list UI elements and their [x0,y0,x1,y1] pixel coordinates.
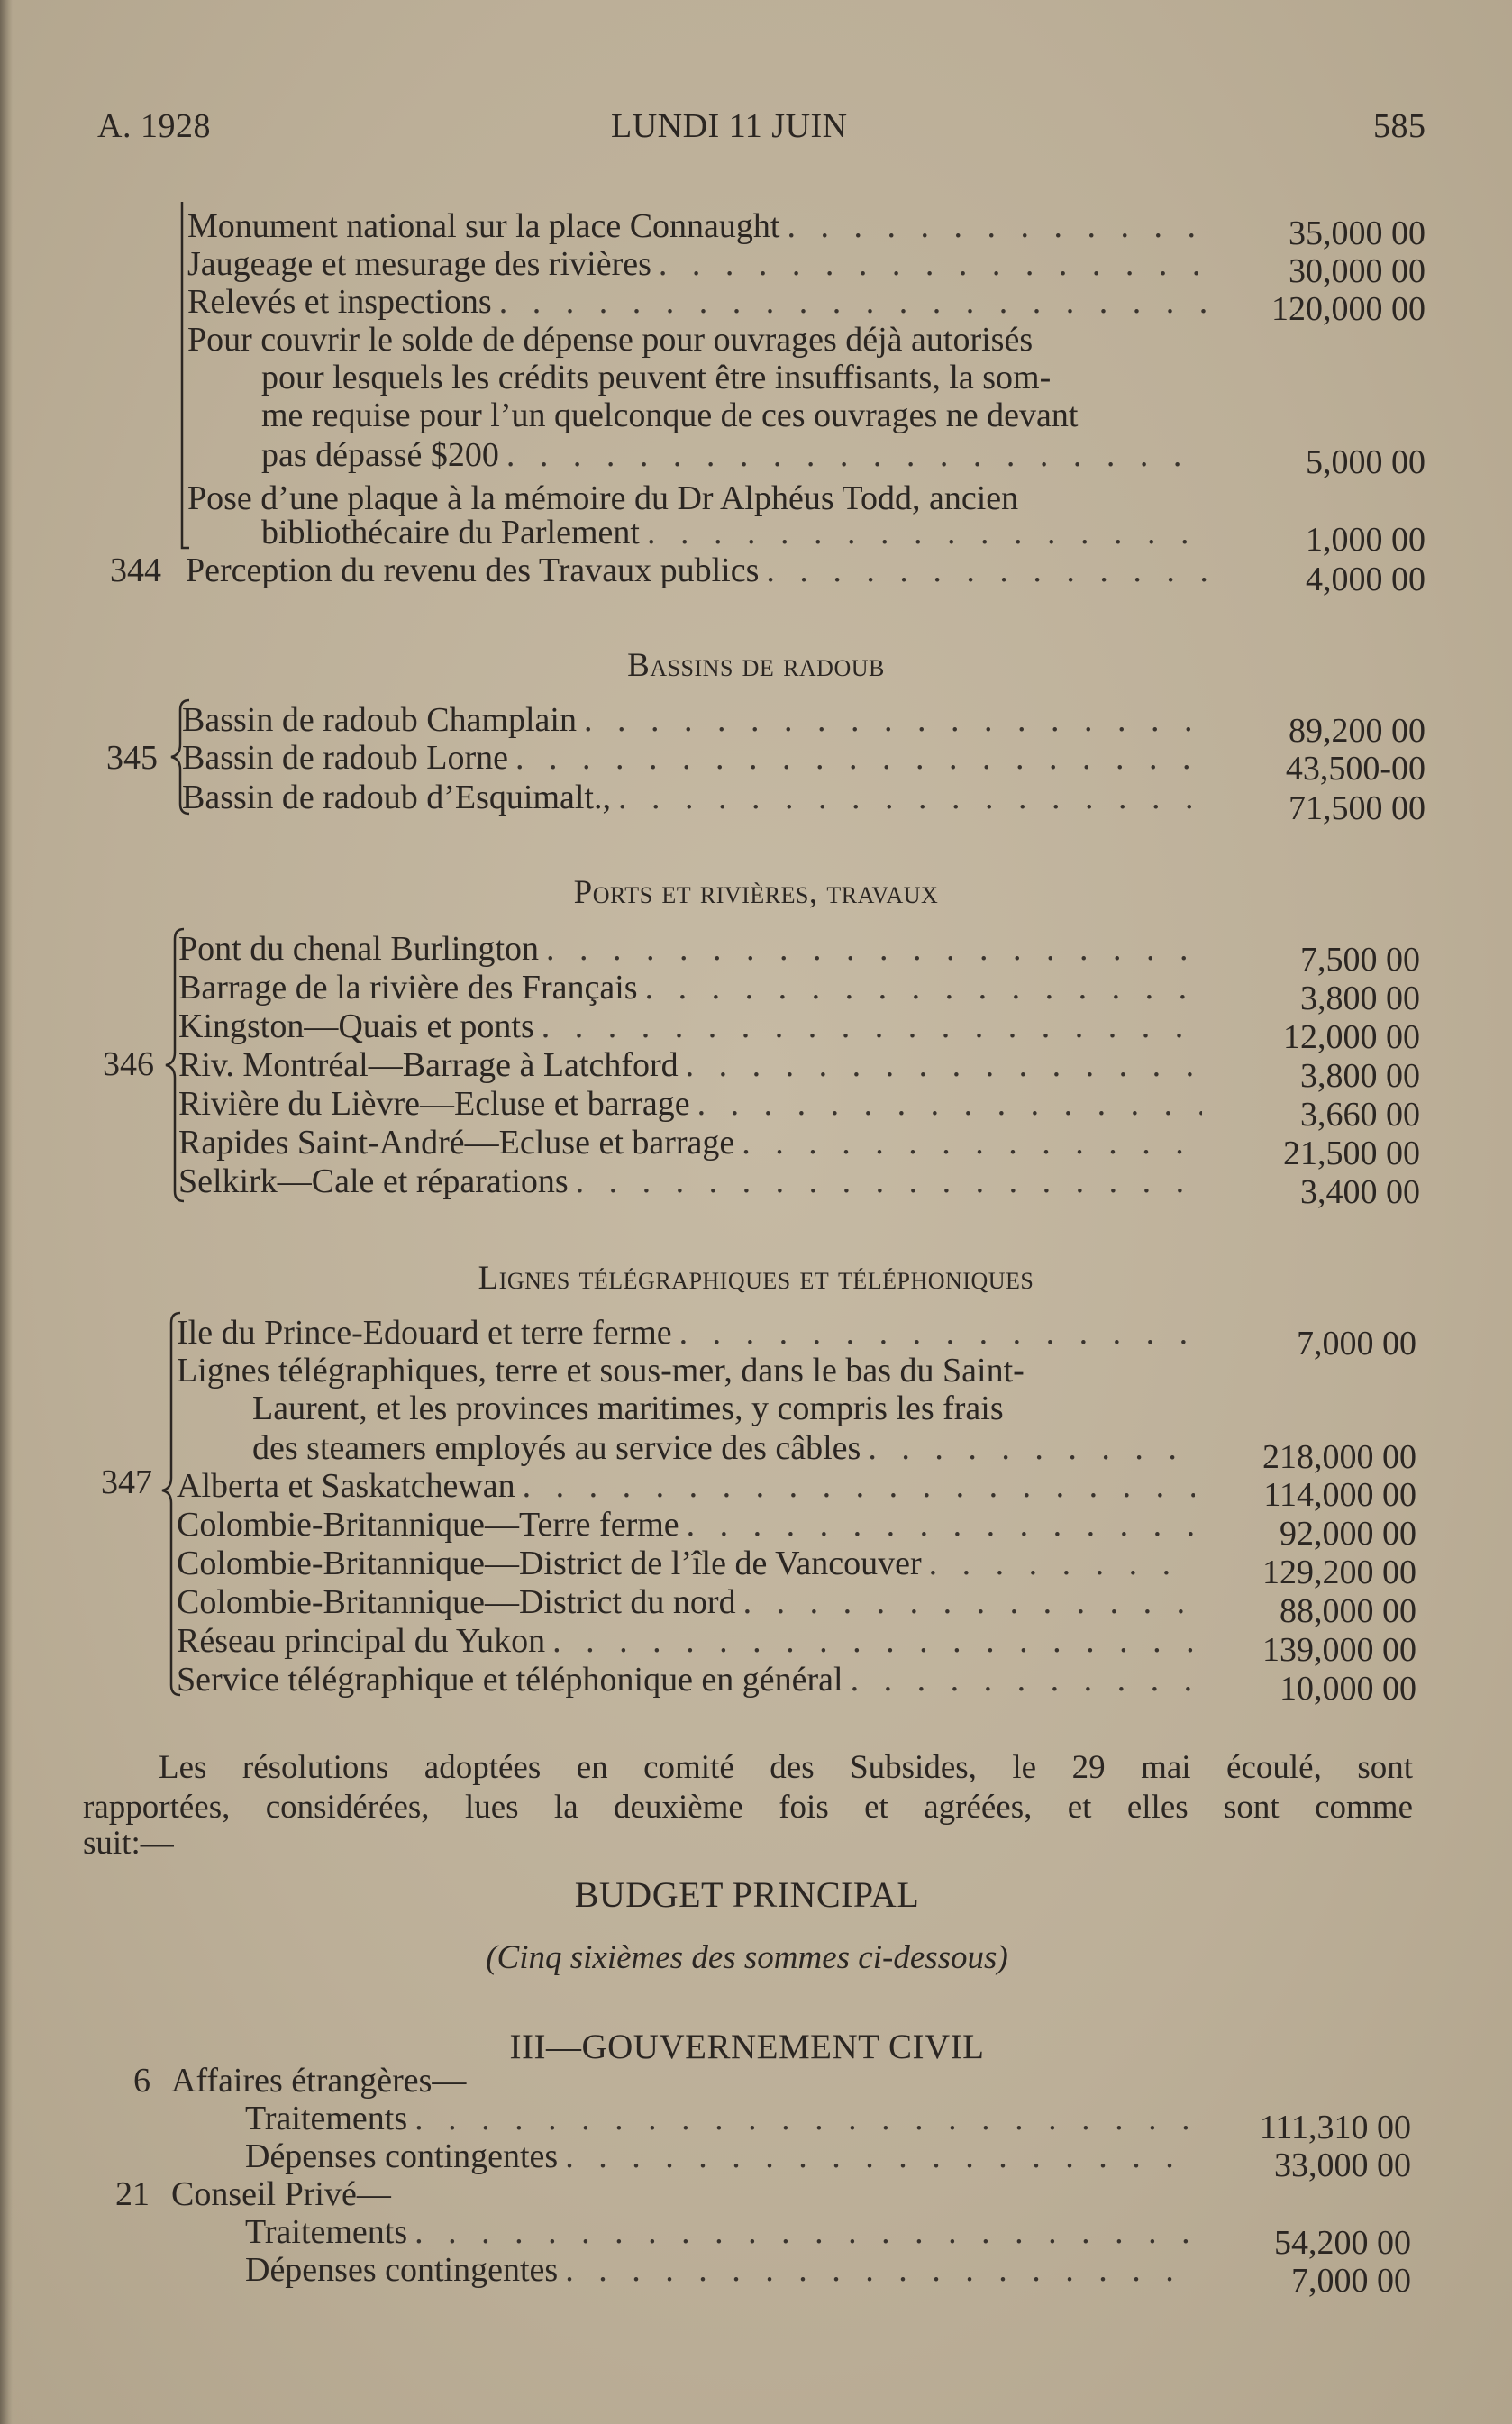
item-amount: 218,000 00 [1262,1438,1416,1476]
item-text-line: Pour couvrir le solde de dépense pour ouvrages déjà autorisés [187,321,1034,359]
item-amount: 71,500 00 [1289,789,1425,827]
line-item: Alberta et Saskatchewan . . . [177,1467,1195,1505]
section-title: Ports et rivières, travaux [573,874,939,911]
item-amount: 43,500-00 [1285,750,1425,788]
line-item: Perception du revenu des Travaux publics . . . [186,551,1207,589]
header-page-number: 585 [1373,107,1426,145]
item-amount: 139,000 00 [1262,1631,1416,1669]
item-text-line: Laurent, et les provinces maritimes, y compris les frais [252,1390,1004,1427]
item-amount: 5,000 00 [1306,443,1425,481]
item-text-line: Pose d’une plaque à la mémoire du Dr Alphéus Todd, ancien [187,479,1019,517]
line-item: Traitements . . . [245,2213,1197,2251]
budget-title: BUDGET PRINCIPAL [574,1874,920,1915]
budget-subtitle: (Cinq sixièmes des sommes ci-dessous) [486,1939,1008,1976]
vote-number: 345 [106,739,158,777]
item-amount: 54,200 00 [1274,2224,1411,2262]
vote-number: 6 [133,2062,150,2100]
item-amount: 30,000 00 [1289,252,1425,290]
item-amount: 7,500 00 [1300,941,1420,979]
paragraph-line: suit:— [83,1825,174,1862]
item-amount: 21,500 00 [1283,1135,1420,1172]
item-amount: 120,000 00 [1271,290,1425,328]
line-item: Traitements . . . [245,2100,1197,2137]
header-date: LUNDI 11 JUIN [611,107,848,145]
vote-number: 346 [103,1045,154,1083]
item-amount: 3,400 00 [1300,1173,1420,1211]
item-amount: 111,310 00 [1259,2109,1411,2146]
group-label: Conseil Privé— [171,2175,391,2213]
line-item: Colombie-Britannique—Terre ferme . . . [177,1506,1195,1544]
item-amount: 7,000 00 [1291,2262,1411,2300]
line-item: Riv. Montréal—Barrage à Latchford . . . [178,1046,1202,1084]
item-amount: 4,000 00 [1306,560,1425,598]
vote-number: 21 [115,2175,150,2213]
item-text-line: me requise pour l’un quelconque de ces ouvrages ne devant [261,396,1079,434]
line-item: Barrage de la rivière des Français . . . [178,969,1202,1007]
line-item: Relevés et inspections . . . [187,283,1207,321]
item-amount: 1,000 00 [1306,521,1425,559]
line-item: pas dépassé $200 . . . [261,436,1207,474]
paragraph-line: rapportées, considérées, lues la deuxième fois et agréées, et elles sont comme [83,1789,1413,1826]
line-item: des steamers employés au service des câbles . . . [252,1429,1195,1467]
item-amount: 89,200 00 [1289,712,1425,750]
line-item: Service télégraphique et téléphonique en général . . . [177,1661,1195,1699]
line-item: Réseau principal du Yukon . . . [177,1622,1195,1660]
line-item: Dépenses contingentes . . . [245,2137,1197,2175]
item-amount: 35,000 00 [1289,214,1425,252]
line-item: Rapides Saint-André—Ecluse et barrage . . . [178,1124,1202,1162]
line-item: Bassin de radoub Champlain . . . [182,701,1207,739]
vote-number: 347 [101,1463,152,1501]
item-amount: 7,000 00 [1297,1325,1416,1362]
item-amount: 3,800 00 [1300,1057,1420,1095]
item-amount: 12,000 00 [1283,1018,1420,1056]
line-item: bibliothécaire du Parlement . . . [261,514,1207,551]
item-amount: 33,000 00 [1274,2146,1411,2184]
budget-section-title: III—GOUVERNEMENT CIVIL [509,2028,985,2066]
item-amount: 92,000 00 [1280,1515,1416,1553]
line-item: Colombie-Britannique—District de l’île de Vancouver . . . [177,1545,1195,1582]
item-amount: 10,000 00 [1280,1670,1416,1708]
item-amount: 3,800 00 [1300,980,1420,1017]
line-item: Selkirk—Cale et réparations . . . [178,1162,1202,1200]
line-item: Dépenses contingentes . . . [245,2251,1197,2289]
line-item: Rivière du Lièvre—Ecluse et barrage . . . [178,1085,1202,1123]
group-label: Affaires étrangères— [171,2062,467,2100]
item-text-line: pour lesquels les crédits peuvent être insuffisants, la som- [261,359,1052,396]
header-session: A. 1928 [97,107,211,145]
vote-number: 344 [110,551,161,589]
line-item: Kingston—Quais et ponts . . . [178,1007,1202,1045]
line-item: Pont du chenal Burlington . . . [178,930,1202,968]
line-item: Colombie-Britannique—District du nord . . . [177,1583,1195,1621]
item-amount: 88,000 00 [1280,1592,1416,1630]
line-item: Jaugeage et mesurage des rivières . . . [187,245,1207,283]
line-item: Monument national sur la place Connaught . . . [187,207,1207,245]
section-title: Lignes télégraphiques et téléphoniques [478,1260,1034,1297]
line-item: Bassin de radoub Lorne . . . [182,739,1207,777]
item-amount: 114,000 00 [1263,1476,1416,1514]
section-title: Bassins de radoub [627,647,885,684]
paragraph-line: Les résolutions adoptées en comité des Subsides, le 29 mai écoulé, sont [159,1749,1413,1786]
line-item: Bassin de radoub d’Esquimalt., . . . [182,779,1207,816]
item-amount: 129,200 00 [1262,1554,1416,1591]
item-amount: 3,660 00 [1300,1096,1420,1134]
item-text-line: Lignes télégraphiques, terre et sous-mer, dans le bas du Saint- [177,1352,1025,1390]
line-item: Ile du Prince-Edouard et terre ferme . . . [177,1314,1195,1352]
